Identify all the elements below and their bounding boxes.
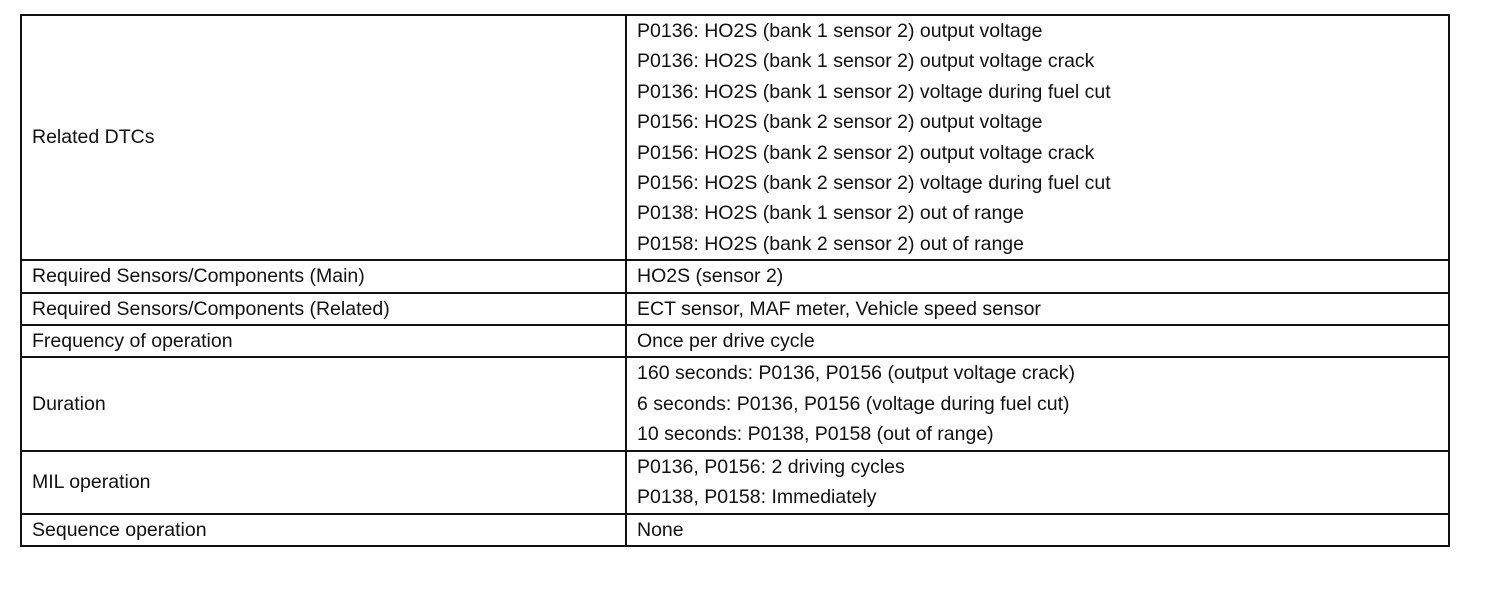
value-line: None — [637, 518, 684, 541]
value-line: HO2S (sensor 2) — [637, 265, 784, 288]
table-row-related-dtcs — [21, 15, 1449, 260]
row-label: Required Sensors/Components (Main) — [21, 260, 626, 292]
value-line: P0136, P0156: 2 driving cycles — [637, 455, 905, 478]
row-label: Sequence operation — [21, 514, 626, 546]
row-value — [626, 293, 1449, 325]
table-row-frequency — [21, 325, 1449, 357]
dtc-line: P0136: HO2S (bank 1 sensor 2) output voltage crack — [637, 50, 1095, 73]
row-value — [626, 15, 1449, 260]
dtc-line: P0156: HO2S (bank 2 sensor 2) output voltage crack — [637, 141, 1095, 164]
monitor-spec-table — [20, 14, 1450, 547]
row-label: Frequency of operation — [21, 325, 626, 357]
dtc-line: P0136: HO2S (bank 1 sensor 2) output voltage — [637, 20, 1043, 42]
table-row-duration — [21, 357, 1449, 450]
value-line: 10 seconds: P0138, P0158 (out of range) — [637, 423, 994, 446]
table-row-required-main — [21, 260, 1449, 292]
row-value — [626, 451, 1449, 514]
row-label: Duration — [21, 357, 626, 450]
value-line: 160 seconds: P0136, P0156 (output voltage crack) — [637, 362, 1075, 385]
row-value — [626, 357, 1449, 450]
value-line: P0138, P0158: Immediately — [637, 486, 877, 509]
dtc-line: P0156: HO2S (bank 2 sensor 2) voltage during fuel cut — [637, 172, 1111, 195]
row-label: Required Sensors/Components (Related) — [21, 293, 626, 325]
value-line: Once per drive cycle — [637, 330, 815, 353]
dtc-line: P0158: HO2S (bank 2 sensor 2) out of range — [637, 232, 1024, 255]
table-row-sequence-operation — [21, 514, 1449, 546]
dtc-line: P0136: HO2S (bank 1 sensor 2) voltage during fuel cut — [637, 80, 1111, 103]
row-value — [626, 325, 1449, 357]
row-label: Related DTCs — [21, 15, 626, 260]
row-value — [626, 260, 1449, 292]
dtc-line: P0156: HO2S (bank 2 sensor 2) output voltage — [637, 111, 1043, 134]
value-line: 6 seconds: P0136, P0156 (voltage during fuel cut) — [637, 392, 1070, 415]
row-label: MIL operation — [21, 451, 626, 514]
dtc-line: P0138: HO2S (bank 1 sensor 2) out of range — [637, 202, 1024, 225]
table-row-mil-operation — [21, 451, 1449, 514]
value-line: ECT sensor, MAF meter, Vehicle speed sensor — [637, 297, 1041, 320]
row-value — [626, 514, 1449, 546]
table-row-required-related — [21, 293, 1449, 325]
